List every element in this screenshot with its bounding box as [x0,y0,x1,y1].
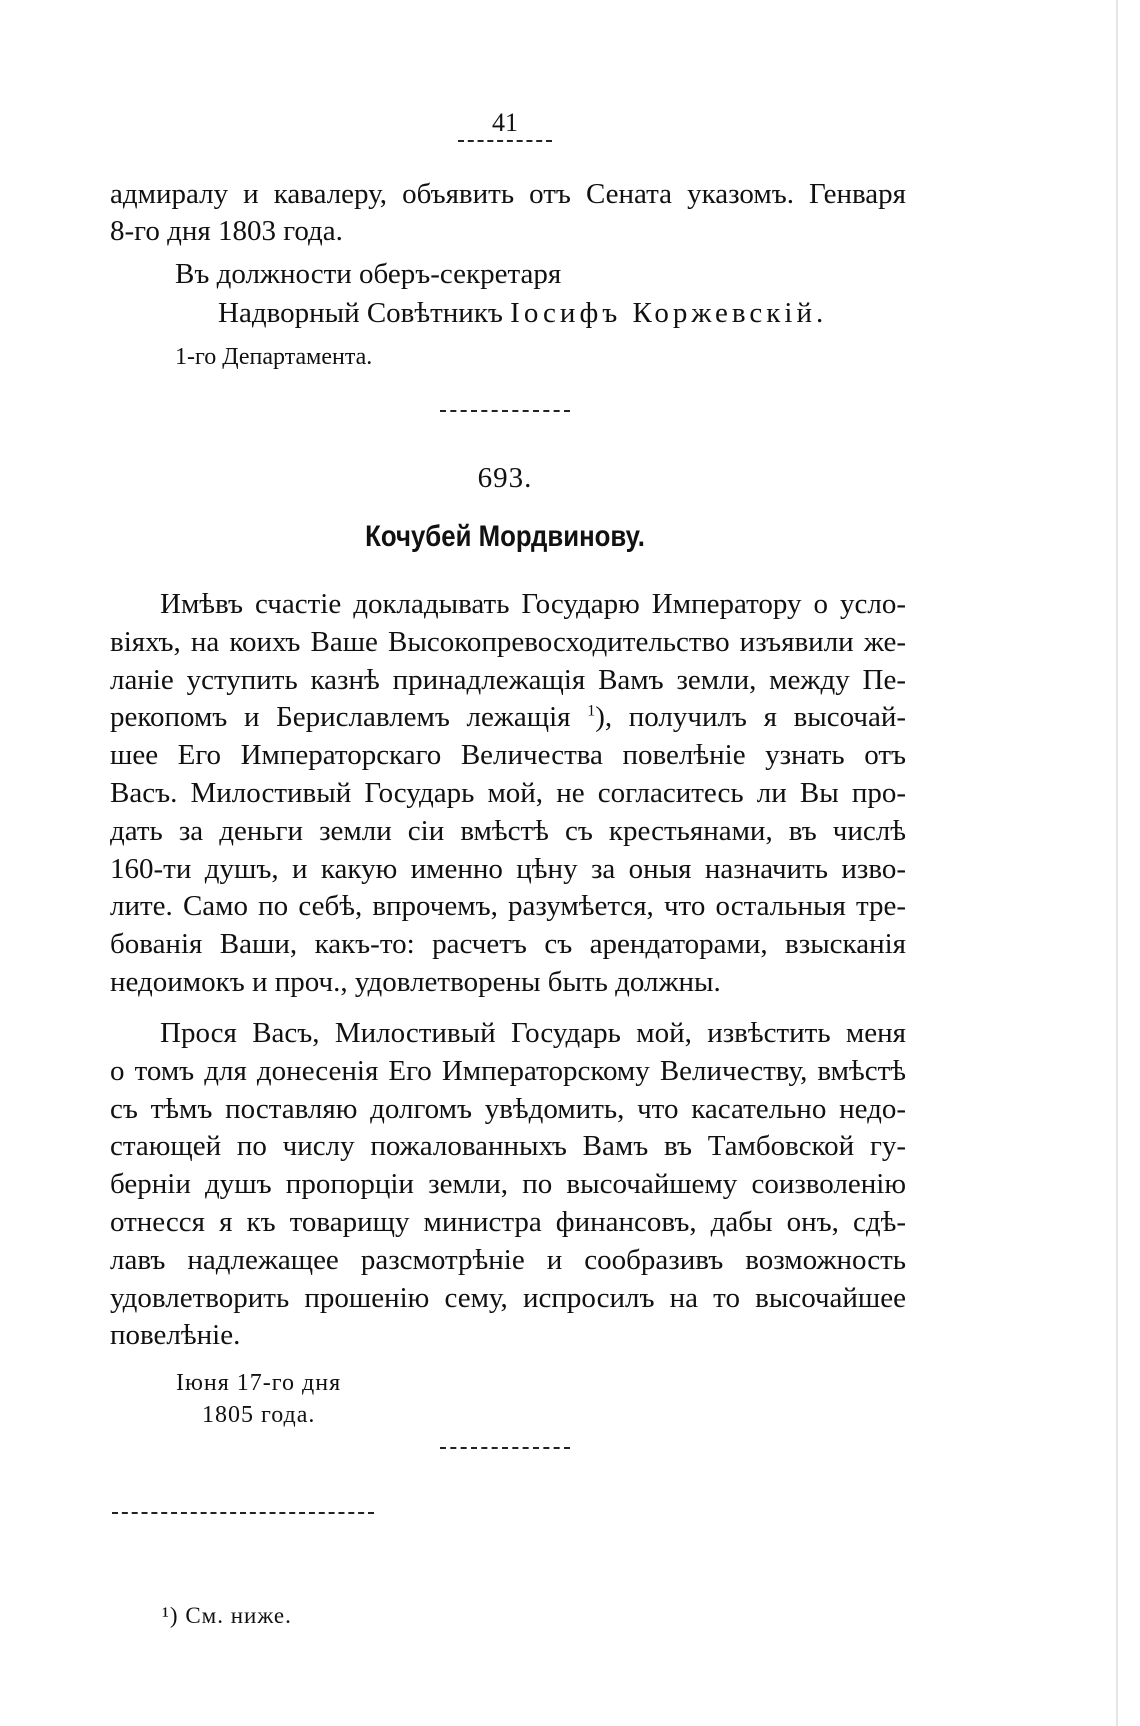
paragraph-2-line: Прося Васъ, Милостивый Государь мой, извѣстить меня [160,1017,906,1049]
paragraph-2-line: стающей по числу пожалованныхъ Вамъ въ Тамбовской гу- [110,1130,906,1163]
paragraph-2-line: берніи душъ пропорціи земли, по высочайшему соизволенію [110,1168,906,1201]
page-edge-shadow [1116,0,1118,1726]
signature-name: Іосифъ Коржевскій. [510,297,828,329]
document-number: 693. [477,462,533,494]
closing-line-2: 8-го дня 1803 года. [110,215,343,247]
paragraph-1 [110,586,906,1002]
footnote-rule [112,1512,374,1514]
paragraph-2-line: повелѣніе. [110,1319,241,1352]
paragraph-1-line-part: рекопомъ и Бериславлемъ лежащія [110,701,571,734]
document-heading: Кочубей Мордвинову. [365,520,645,553]
paragraph-1-line: лите. Само по себѣ, впрочемъ, разумѣется, что остальныя тре- [110,890,906,923]
paragraph-1-line: бованія Ваши, какъ-то: расчетъ съ арендаторами, взысканія [110,928,906,961]
paragraph-1-line: дать за деньги земли сіи вмѣстѣ съ крестьянами, въ числѣ [110,814,906,847]
paragraph-1-line: шее Его Императорскаго Величества повелѣніе узнать отъ [110,739,906,772]
signature-department: 1-го Департамента. [175,344,373,370]
date-line-1: Іюня 17-го дня [176,1370,342,1396]
paragraph-2-line: удовлетворить прошенію сему, испросилъ на то высочайшее [110,1281,906,1314]
footnote [162,1603,292,1629]
paragraph-2 [110,1015,906,1355]
section-separator [440,410,570,412]
page-number: 41 [492,108,518,137]
paragraph-1-line: Васъ. Милостивый Государь мой, не согласитесь ли Вы про- [110,776,906,809]
paragraph-2-line: съ тѣмъ поставляю долгомъ увѣдомить, что касательно недо- [110,1092,906,1125]
paragraph-1-line: Имѣвъ счастіе докладывать Государю Императору о усло- [160,588,906,620]
paragraph-2-line: лавъ надлежащее разсмотрѣніе и сообразивъ возможность [110,1243,906,1276]
footnote-reference: 1 [587,702,596,720]
paragraph-2-line: о томъ для донесенія Его Императорскому Величеству, вмѣстѣ [110,1054,906,1087]
paragraph-1-line: віяхъ, на коихъ Ваше Высокопревосходительство изъявили же- [110,625,906,658]
signature-rank: Надворный Совѣтникъ [218,297,503,329]
paragraph-1-line: ланіе уступить казнѣ принадлежащія Вамъ земли, между Пе- [110,663,906,696]
paragraph-1-line: 160-ти душъ, и какую именно цѣну за оныя назначить изво- [110,852,906,885]
closing-separator [440,1447,570,1449]
paragraph-1-line-with-note [110,699,906,737]
signature-title: Въ должности оберъ-секретаря [175,258,562,290]
paragraph-2-line: отнесся я къ товарищу министра финансовъ, дабы онъ, сдѣ- [110,1205,906,1238]
previous-document-closing [110,176,906,250]
paragraph-1-line-part: ), получилъ я высочай- [595,701,907,734]
footnote-marker: ¹) [162,1603,179,1628]
date-line-2: 1805 года. [202,1402,316,1428]
footnote-text: См. ниже. [185,1603,292,1628]
closing-line-1: адмиралу и кавалеру, объявить отъ Сената указомъ. Генваря [110,178,906,210]
paragraph-1-line: недоимокъ и проч., удовлетворены быть должны. [110,965,721,998]
page-number-rule [458,140,552,142]
signature-line [218,295,827,332]
